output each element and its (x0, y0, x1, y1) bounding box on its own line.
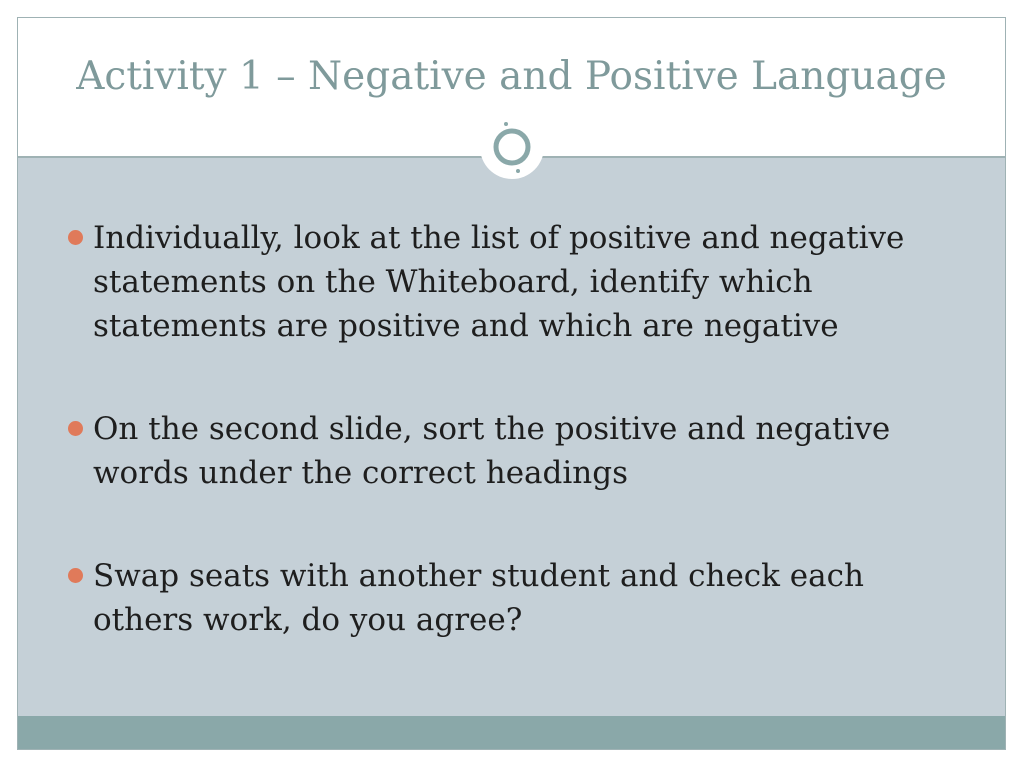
slide-title: Activity 1 – Negative and Positive Language (76, 54, 947, 99)
slide-frame (17, 17, 1006, 750)
circle-ornament-icon (479, 114, 545, 180)
bullet-dot-icon (68, 230, 83, 245)
bullet-list (65, 216, 965, 642)
bullet-dot-icon (68, 421, 83, 436)
bullet-text: On the second slide, sort the positive and negative words under the correct headings (93, 411, 891, 491)
bullet-dot-icon (68, 568, 83, 583)
footer-bar (18, 716, 1005, 750)
bullet-text: Individually, look at the list of positive and negative statements on the Whiteboard, identify which statements are positive and which are negative (93, 220, 905, 344)
bullet-text: Swap seats with another student and check each others work, do you agree? (93, 558, 864, 638)
bullet-item (65, 216, 965, 348)
bullet-item (65, 554, 965, 642)
bullet-item (65, 407, 965, 495)
